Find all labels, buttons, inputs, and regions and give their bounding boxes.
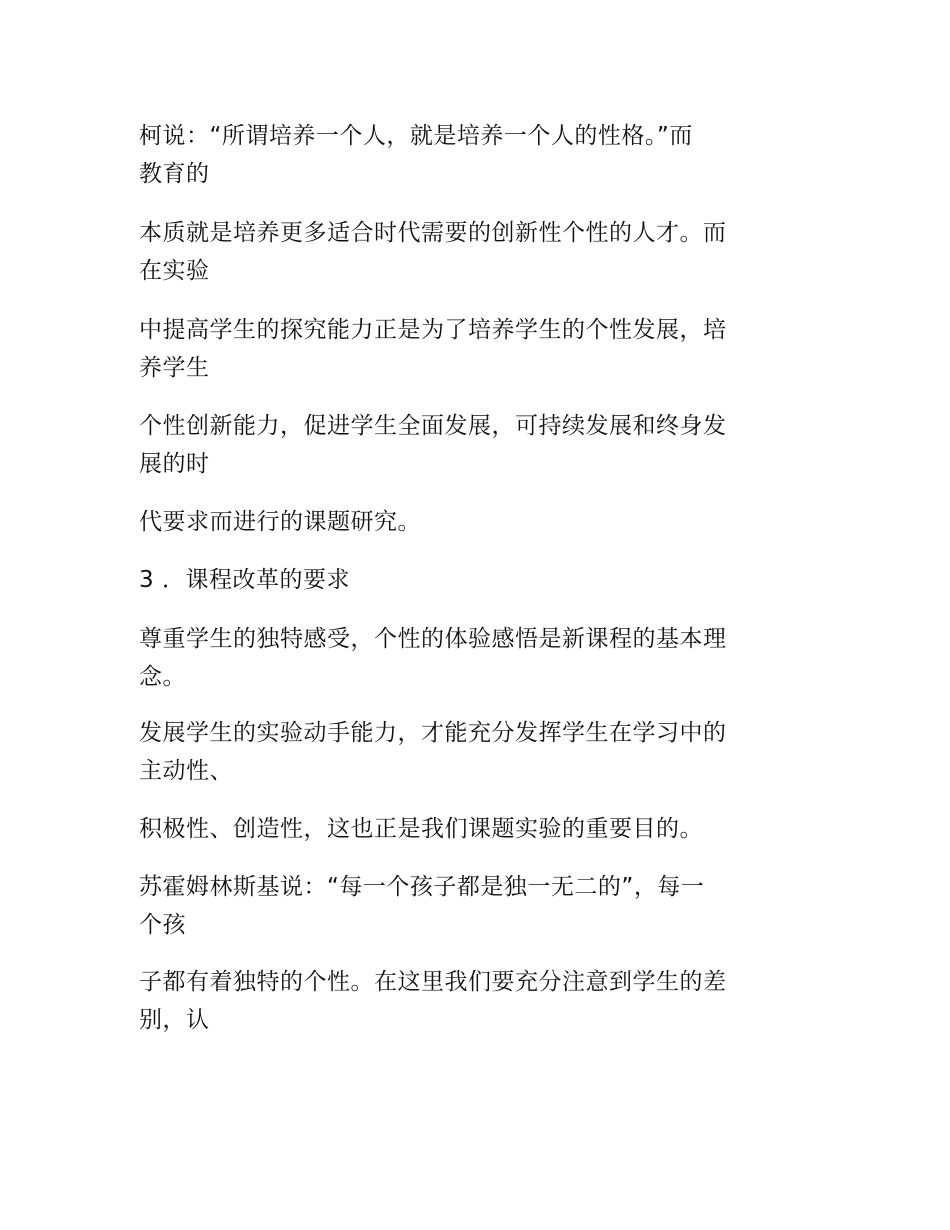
text-line: 主动性、 [139, 758, 233, 784]
text-line: 养学生 [139, 355, 210, 381]
paragraph-6 [139, 620, 799, 696]
text-line: 个性创新能力，促进学生全面发展，可持续发展和终身发 [139, 413, 727, 439]
section-heading [139, 561, 799, 599]
text-line: 3 ．课程改革的要求 [139, 567, 350, 593]
paragraph-4 [139, 407, 799, 483]
text-line: 积极性、创造性，这也正是我们课题实验的重要目的。 [139, 816, 703, 842]
paragraph-5 [139, 503, 799, 541]
paragraph-1 [139, 117, 799, 193]
text-line: 发展学生的实验动手能力，才能充分发挥学生在学习中的 [139, 720, 727, 746]
paragraph-9 [139, 868, 799, 944]
text-line: 代要求而进行的课题研究。 [139, 509, 421, 535]
text-line: 在实验 [139, 258, 210, 284]
paragraph-2 [139, 214, 799, 290]
text-line: 展的时 [139, 451, 210, 477]
text-line: 个孩 [139, 912, 186, 938]
text-line: 念。 [139, 664, 186, 690]
text-line: 教育的 [139, 161, 210, 187]
paragraph-3 [139, 311, 799, 387]
text-line: 柯说：“所谓培养一个人，就是培养一个人的性格。”而 [139, 123, 693, 149]
text-line: 尊重学生的独特感受，个性的体验感悟是新课程的基本理 [139, 626, 727, 652]
paragraph-8 [139, 810, 799, 848]
text-line: 苏霍姆林斯基说：“每一个孩子都是独一无二的”，每一 [139, 874, 705, 900]
paragraph-7 [139, 714, 799, 790]
text-line: 本质就是培养更多适合时代需要的创新性个性的人才。而 [139, 220, 727, 246]
text-line: 中提高学生的探究能力正是为了培养学生的个性发展，培 [139, 317, 727, 343]
text-line: 子都有着独特的个性。在这里我们要充分注意到学生的差 [139, 969, 727, 995]
paragraph-10 [139, 963, 799, 1039]
text-line: 别，认 [139, 1007, 210, 1033]
